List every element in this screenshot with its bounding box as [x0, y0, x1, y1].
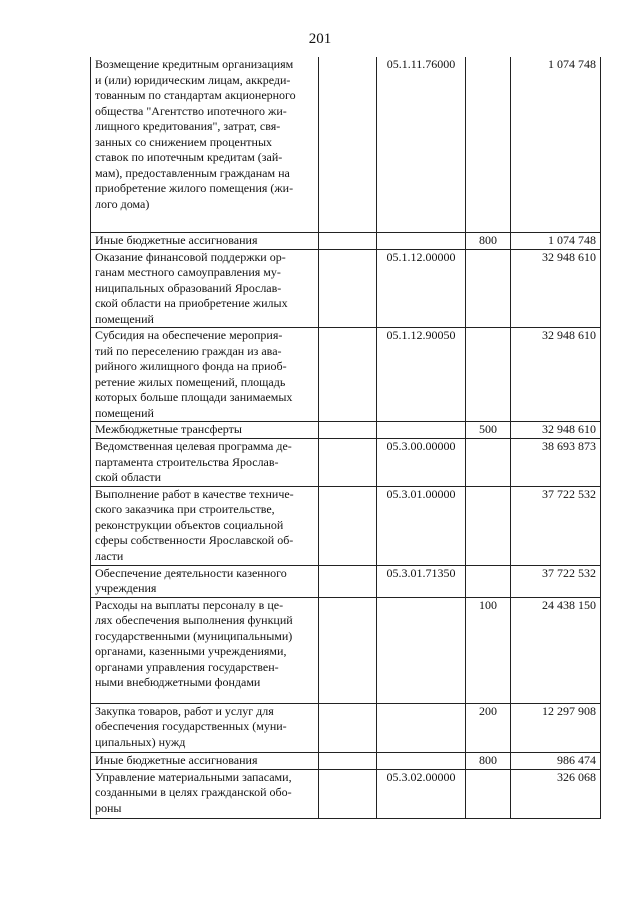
row-sum: 24 438 150	[511, 597, 601, 703]
row-sum: 326 068	[511, 769, 601, 818]
row-name: Субсидия на обеспечение мероприя- тий по переселению граждан из ава- рийного жилищного фонда на приоб- ретение жилых помещений, площадь которых больше площади занимаемых помещений	[95, 328, 293, 420]
row-code: 05.1.12.00000	[377, 249, 466, 328]
row-name: Ведомственная целевая программа де- партамента строительства Ярослав- ской области	[95, 439, 292, 484]
empty-cell	[319, 565, 377, 597]
row-code: 05.1.11.76000	[377, 57, 466, 232]
row-sum: 1 074 748	[511, 57, 601, 232]
row-code	[377, 422, 466, 439]
row-name-cell	[91, 328, 319, 422]
empty-cell	[319, 232, 377, 249]
table-row	[91, 769, 601, 818]
row-name: Закупка товаров, работ и услуг для обеспечения государственных (муни- ципальных) нужд	[95, 703, 287, 749]
table-row	[91, 57, 601, 232]
row-sum: 32 948 610	[511, 422, 601, 439]
row-name-cell	[91, 597, 319, 703]
row-expense-type	[466, 769, 511, 818]
row-sum: 32 948 610	[511, 328, 601, 422]
table-row	[91, 565, 601, 597]
row-sum: 1 074 748	[511, 232, 601, 249]
row-name: Оказание финансовой поддержки ор- ганам местного самоуправления му- ниципальных образований Ярослав- ской области на приобретение жилых помещений	[95, 249, 288, 326]
row-expense-type	[466, 328, 511, 422]
empty-cell	[319, 486, 377, 565]
row-name: Иные бюджетные ассигнования	[95, 232, 258, 247]
table-row	[91, 328, 601, 422]
row-name-cell	[91, 249, 319, 328]
row-name: Межбюджетные трансферты	[95, 422, 242, 436]
row-name-cell	[91, 439, 319, 487]
empty-cell	[319, 703, 377, 752]
empty-cell	[319, 249, 377, 328]
row-name-cell	[91, 57, 319, 232]
row-name: Расходы на выплаты персоналу в це- лях обеспечения выполнения функций государственными (муниципальными) органами, казенными учреждениями, органами управления государствен- ными внебюджетными фондами	[95, 597, 293, 689]
empty-cell	[319, 328, 377, 422]
row-name: Управление материальными запасами, созданными в целях гражданской обо- роны	[95, 769, 292, 815]
row-sum: 12 297 908	[511, 703, 601, 752]
row-code: 05.3.01.71350	[377, 565, 466, 597]
row-sum: 37 722 532	[511, 486, 601, 565]
row-expense-type: 800	[466, 752, 511, 769]
row-expense-type	[466, 439, 511, 487]
table-row	[91, 249, 601, 328]
table-row	[91, 439, 601, 487]
row-expense-type: 800	[466, 232, 511, 249]
empty-cell	[319, 769, 377, 818]
row-name-cell	[91, 486, 319, 565]
row-name: Иные бюджетные ассигнования	[95, 752, 258, 767]
row-code: 05.1.12.90050	[377, 328, 466, 422]
row-code: 05.3.02.00000	[377, 769, 466, 818]
row-code	[377, 752, 466, 769]
row-expense-type: 100	[466, 597, 511, 703]
row-expense-type	[466, 249, 511, 328]
table-row	[91, 597, 601, 703]
row-code: 05.3.01.00000	[377, 486, 466, 565]
row-expense-type	[466, 57, 511, 232]
row-expense-type	[466, 486, 511, 565]
row-name-cell	[91, 232, 319, 249]
row-sum: 37 722 532	[511, 565, 601, 597]
row-code	[377, 232, 466, 249]
row-name-cell	[91, 422, 319, 439]
table-row	[91, 232, 601, 249]
empty-cell	[319, 57, 377, 232]
row-name: Обеспечение деятельности казенного учреждения	[95, 565, 287, 595]
row-code	[377, 703, 466, 752]
table-row	[91, 486, 601, 565]
row-code: 05.3.00.00000	[377, 439, 466, 487]
row-sum: 32 948 610	[511, 249, 601, 328]
row-name: Возмещение кредитным организациям и (или) юридическим лицам, аккреди- тованным по стандартам акционерного общества "Агентство ипотечного жи- лищного кредитования", затрат, свя- занных со снижением процентных ставок по ипотечным кредитам (зай- мам), предоставленным гражданам на приобретение жилого помещения (жи- лого дома)	[95, 57, 296, 211]
table-row	[91, 422, 601, 439]
page-number: 201	[308, 31, 332, 47]
row-expense-type: 500	[466, 422, 511, 439]
empty-cell	[319, 597, 377, 703]
empty-cell	[319, 439, 377, 487]
row-sum: 38 693 873	[511, 439, 601, 487]
row-name-cell	[91, 703, 319, 752]
row-name-cell	[91, 565, 319, 597]
row-name: Выполнение работ в качестве техниче- ского заказчика при строительстве, реконструкции объектов социальной сферы собственности Ярославской об- ласти	[95, 486, 294, 563]
row-sum: 986 474	[511, 752, 601, 769]
row-name-cell	[91, 752, 319, 769]
table-row	[91, 752, 601, 769]
row-name-cell	[91, 769, 319, 818]
row-expense-type	[466, 565, 511, 597]
budget-table	[90, 57, 601, 819]
row-code	[377, 597, 466, 703]
empty-cell	[319, 752, 377, 769]
empty-cell	[319, 422, 377, 439]
table-row	[91, 703, 601, 752]
row-expense-type: 200	[466, 703, 511, 752]
